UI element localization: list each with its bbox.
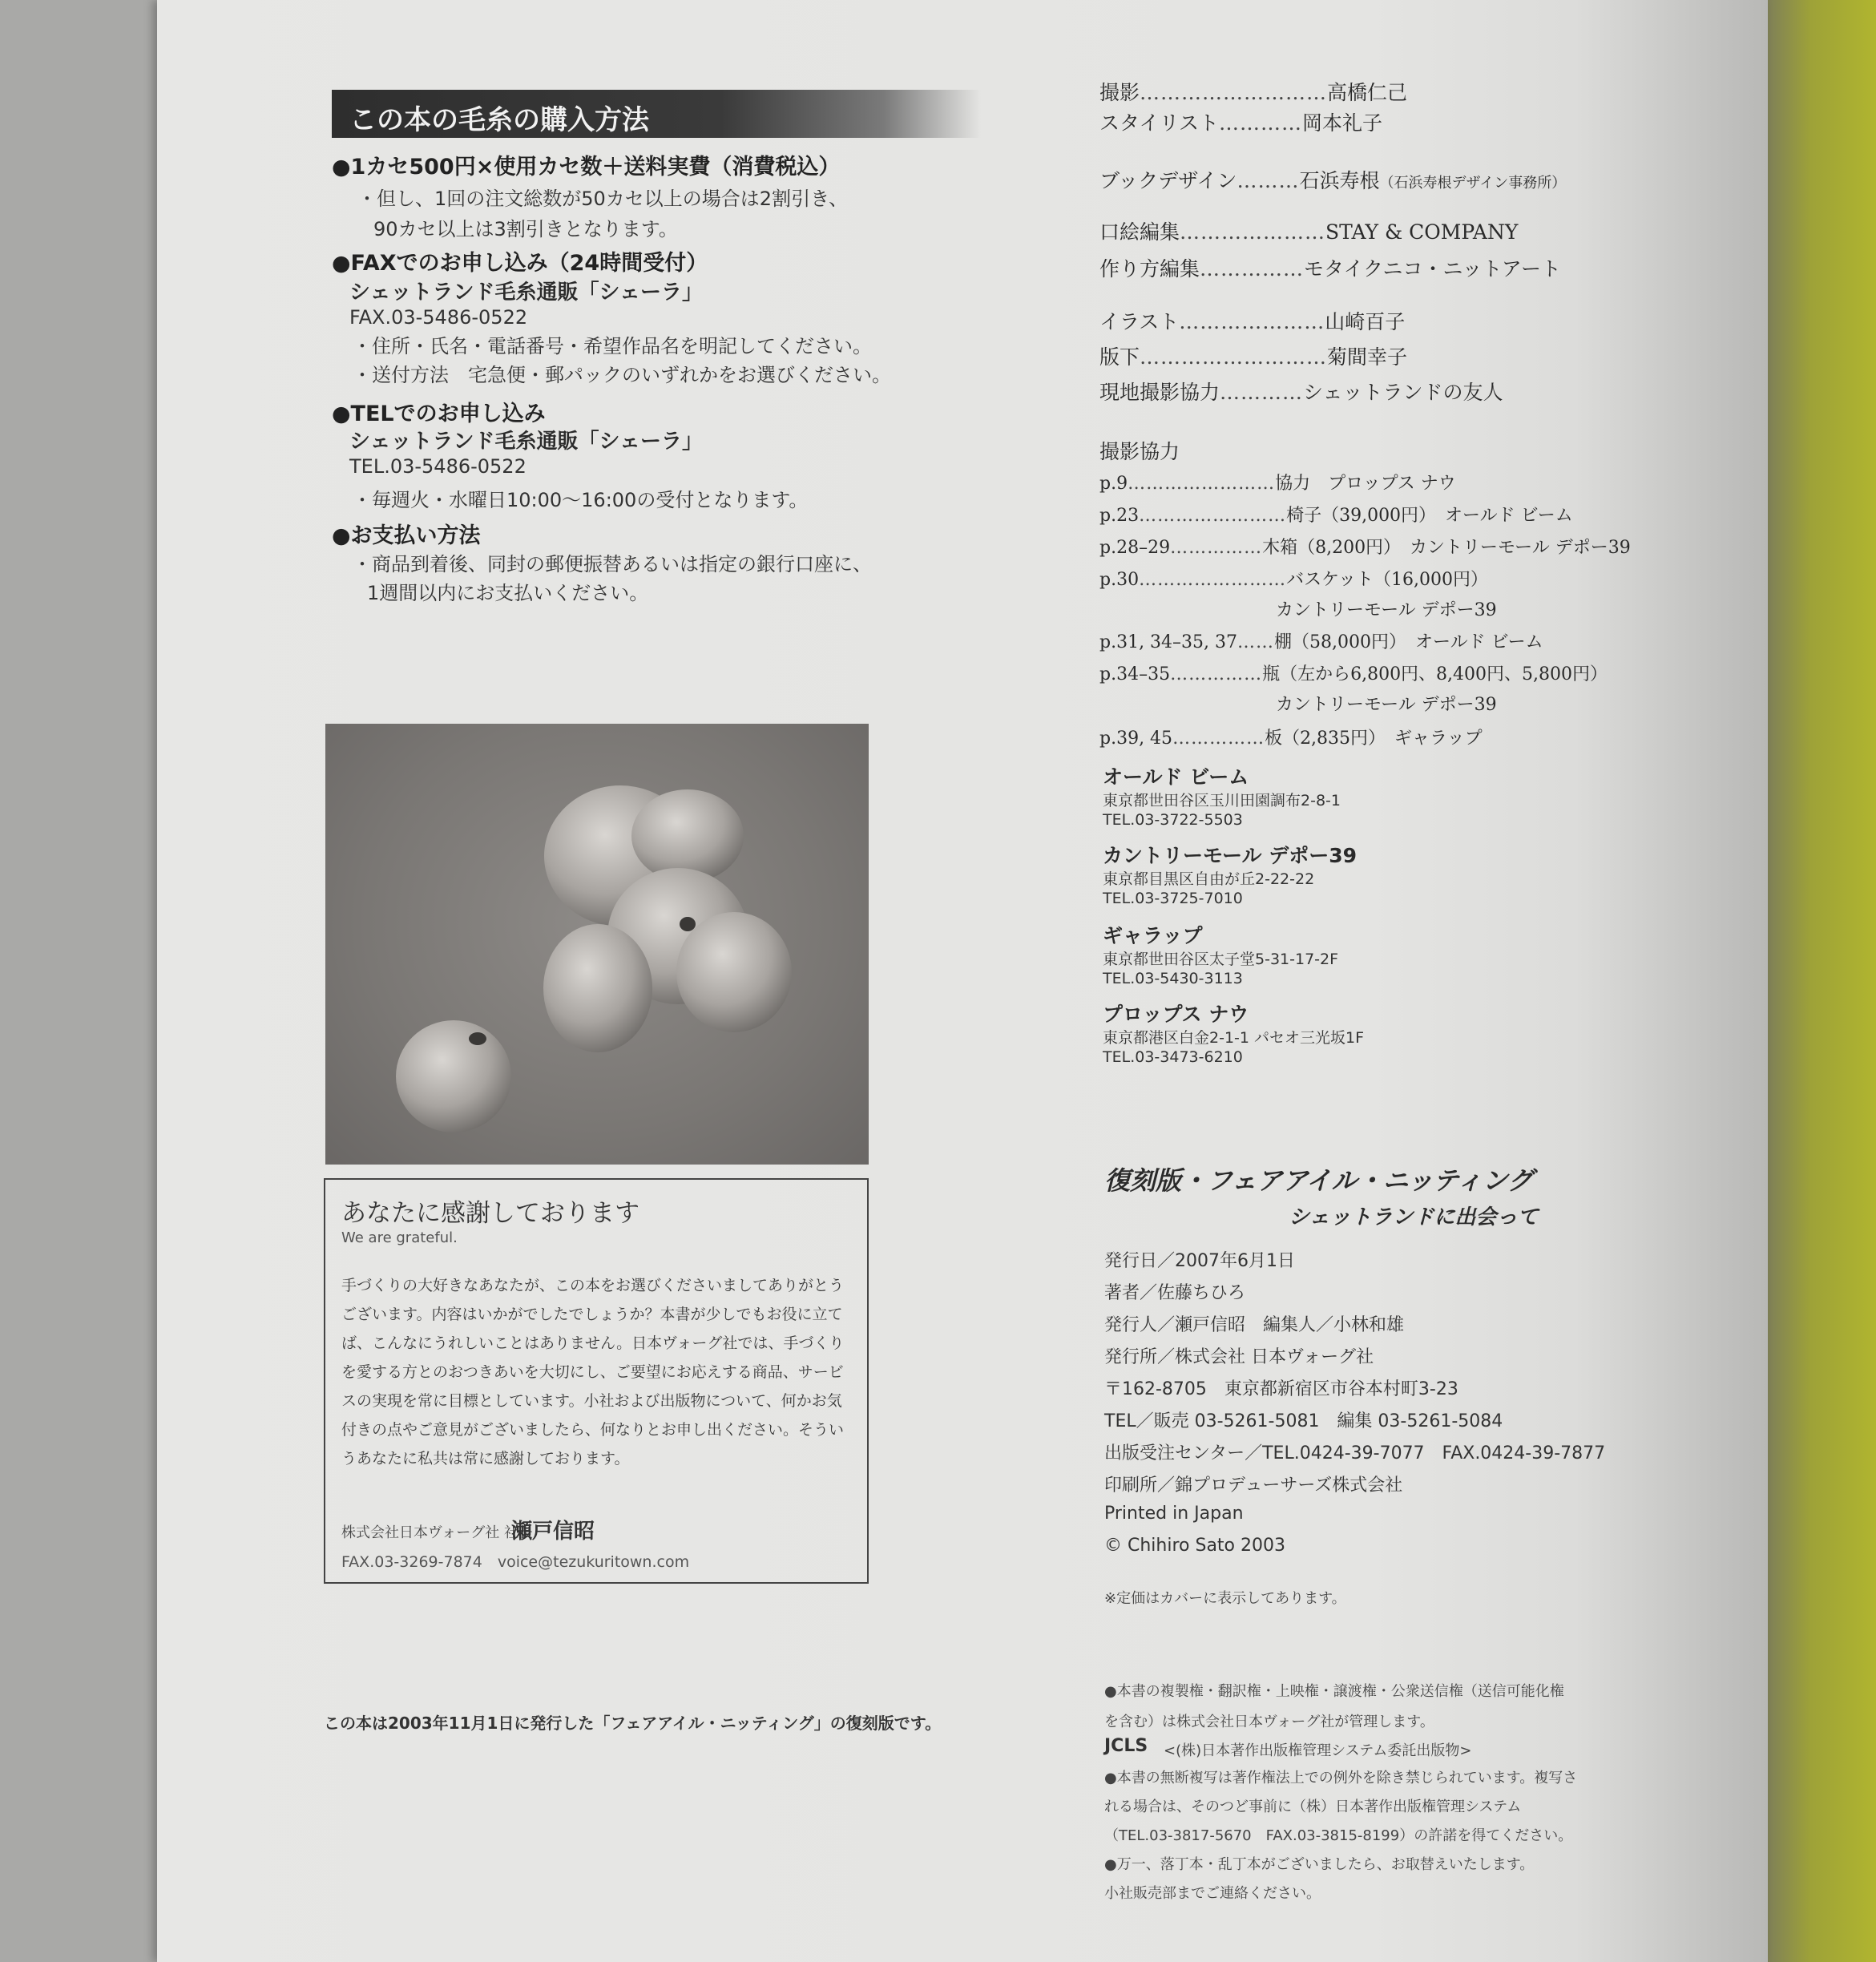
legal-line: ●本書の無断複写は著作権法上での例外を除き禁じられています。複写さ: [1104, 1770, 1578, 1786]
credit-dots: ……………………: [1128, 474, 1276, 494]
background-surface: [1768, 0, 1876, 1962]
credit-role: 現地撮影協力: [1099, 381, 1220, 404]
photo-credit-page: p.39, 45: [1099, 729, 1173, 749]
photo-credit-item: 木箱（8,200円） カントリーモール デポー39: [1262, 538, 1631, 558]
photo-credit-row: [1099, 660, 1608, 685]
credit-dots: …………: [1220, 381, 1304, 404]
photo-credit-item: バスケット（16,000円）: [1286, 570, 1488, 590]
photo-credit-row: [1099, 628, 1543, 653]
store-name: カントリーモール デポー39: [1103, 844, 1357, 867]
yarn-balls-photo: [325, 724, 869, 1165]
tel-shop-name: シェットランド毛糸通販「シェーラ」: [349, 430, 703, 454]
legal-line: ●万一、落丁本・乱丁本がございましたら、お取替えいたします。: [1104, 1856, 1535, 1873]
credit-name: 山崎百子: [1325, 310, 1406, 333]
store-address: 東京都世田谷区太子堂5-31-17-2F: [1103, 951, 1339, 968]
store-address: 東京都世田谷区玉川田園調布2-8-1: [1103, 792, 1341, 809]
store-tel: TEL.03-3473-6210: [1103, 1048, 1243, 1066]
store-address: 東京都目黒区自由が丘2-22-22: [1103, 870, 1315, 888]
legal-line: れる場合は、そのつど事前に（株）日本著作出版権管理システム: [1104, 1798, 1522, 1815]
credit-name: 石浜寿根: [1299, 169, 1380, 192]
photo-credit-page: p.30: [1099, 570, 1140, 590]
credit-name: シェットランドの友人: [1303, 381, 1503, 404]
store-name: プロップス ナウ: [1103, 1003, 1249, 1026]
store-tel: TEL.03-3725-7010: [1103, 890, 1243, 907]
photo-credit-heading: 撮影協力: [1099, 440, 1180, 463]
colophon-line: TEL／販売 03-5261-5081 編集 03-5261-5084: [1104, 1411, 1503, 1431]
colophon-line: 印刷所／錦プロデューサーズ株式会社: [1104, 1476, 1403, 1496]
thanks-signature-name: 瀬戸信昭: [511, 1520, 595, 1544]
thanks-message-box: [324, 1178, 869, 1584]
credit-dots: ……………: [1172, 729, 1265, 749]
credit-instructions-editing: [1099, 253, 1561, 282]
tel-number: TEL.03-5486-0522: [349, 455, 526, 478]
legal-line: を含む）は株式会社日本ヴォーグ社が管理します。: [1104, 1714, 1434, 1730]
credit-role: 撮影: [1099, 81, 1140, 104]
store-name: オールド ビーム: [1103, 765, 1249, 789]
credit-dots: ……: [1237, 632, 1275, 652]
credit-role: スタイリスト: [1099, 111, 1220, 135]
thanks-body: 手づくりの大好きなあなたが、この本をお選びくださいましてありがとうございます。内容はいかがでしたでしょうか？本書が少しでもお役に立てば、こんなにうれしいことはありません。日本ヴォーグ社では、手づくりを愛する方とのおつきあいを大切にし、ご要望にお応えする商品、サービスの実現を常に目標としています。小社および出版物について、何かお気付きの点やご意見がございましたら、何なりとお申し出ください。そういうあなたに私共は常に感謝しております。: [341, 1277, 845, 1467]
credit-location-cooperation: [1099, 377, 1503, 406]
credit-name: モタイクニコ・ニットアート: [1304, 257, 1562, 281]
legal-line: ●本書の複製権・翻訳権・上映権・譲渡権・公衆送信権（送信可能化権: [1104, 1683, 1564, 1700]
credit-dots: ……………: [1200, 257, 1305, 281]
credit-name: 高橋仁己: [1327, 81, 1408, 104]
credit-photography: [1099, 77, 1407, 106]
book-title: 復刻版・フェアアイル・ニッティング: [1104, 1165, 1534, 1196]
colophon-line: © Chihiro Sato 2003: [1104, 1536, 1285, 1556]
photo-credit-page: p.23: [1099, 506, 1140, 526]
payment-note-2: 1週間以内にお支払いください。: [367, 582, 649, 604]
fax-number: FAX.03-5486-0522: [349, 306, 528, 329]
purchase-section-header: [332, 90, 981, 138]
credit-stylist: [1099, 107, 1382, 136]
credit-dots: …………………: [1179, 310, 1325, 333]
credit-role: イラスト: [1099, 310, 1180, 333]
store-tel: TEL.03-5430-3113: [1103, 970, 1243, 987]
colophon-line: 発行所／株式会社 日本ヴォーグ社: [1104, 1347, 1374, 1367]
thanks-contact: FAX.03-3269-7874 voice@tezukuritown.com: [341, 1553, 690, 1571]
photo-credit-page: p.31, 34–35, 37: [1099, 632, 1238, 652]
credit-name: STAY & COMPANY: [1325, 220, 1519, 244]
payment-note-1: ・商品到着後、同封の郵便振替あるいは指定の銀行口座に、: [353, 553, 872, 575]
photo-credit-page: p.9: [1099, 474, 1128, 494]
thanks-subtitle: We are grateful.: [341, 1229, 458, 1246]
credit-role: ブックデザイン: [1099, 169, 1237, 192]
photo-credit-item: 協力 プロップス ナウ: [1275, 474, 1456, 494]
photo-credit-row: [1099, 534, 1631, 559]
price-note-2: 90カセ以上は3割引きとなります。: [373, 218, 678, 240]
jcls-logo: JCLS: [1104, 1736, 1148, 1756]
credit-role: 版下: [1099, 345, 1140, 369]
fax-note-1: ・住所・氏名・電話番号・希望作品名を明記してください。: [353, 335, 872, 357]
purchase-header-title: この本の毛糸の購入方法: [349, 104, 649, 136]
credit-frontispiece-editing: [1099, 216, 1518, 245]
credit-role: 作り方編集: [1099, 257, 1200, 281]
photo-credit-item: 板（2,835円） ギャラップ: [1265, 729, 1483, 749]
photo-credit-item: カントリーモール デポー39: [1276, 600, 1497, 620]
credit-dots: ………………………: [1140, 81, 1328, 104]
fax-shop-name: シェットランド毛糸通販「シェーラ」: [349, 281, 703, 305]
photo-credit-item: 棚（58,000円） オールド ビーム: [1274, 632, 1543, 652]
photo-credit-item: 椅子（39,000円） オールド ビーム: [1286, 506, 1573, 526]
photo-credit-page: p.34–35: [1099, 664, 1171, 684]
price-display-note: ※定価はカバーに表示してあります。: [1104, 1590, 1346, 1607]
fax-heading: ●FAXでのお申し込み（24時間受付）: [332, 251, 708, 276]
thanks-signature-label: 株式会社日本ヴォーグ社 社長: [341, 1524, 534, 1541]
reprint-note: この本は2003年11月1日に発行した「フェアアイル・ニッティング」の復刻版です。: [324, 1714, 942, 1733]
colophon-line: 発行人／瀬戸信昭 編集人／小林和雄: [1104, 1315, 1405, 1335]
photo-credit-row: [1099, 470, 1456, 495]
credit-dots: ……………………: [1139, 570, 1287, 590]
credit-role: 口絵編集: [1099, 220, 1180, 244]
credit-name: 岡本礼子: [1302, 111, 1383, 135]
book-page: [157, 0, 1768, 1962]
photo-credit-page: p.28–29: [1099, 538, 1171, 558]
colophon-line: 〒162-8705 東京都新宿区市谷本村町3-23: [1104, 1379, 1458, 1399]
price-heading: ●1カセ500円×使用カセ数＋送料実費（消費税込）: [332, 155, 841, 180]
credit-block-copy: [1099, 341, 1407, 370]
colophon-line: 著者／佐藤ちひろ: [1104, 1283, 1246, 1303]
credit-dots: ……………: [1170, 538, 1263, 558]
credit-dots: ……………: [1170, 664, 1263, 684]
credit-book-design: [1099, 165, 1566, 194]
colophon-line: 出版受注センター／TEL.0424-39-7077 FAX.0424-39-7877: [1104, 1443, 1606, 1463]
store-tel: TEL.03-3722-5503: [1103, 811, 1243, 829]
legal-line: （TEL.03-3817-5670 FAX.03-3815-8199）の許諾を得てください。: [1104, 1827, 1573, 1844]
payment-heading: ●お支払い方法: [332, 523, 481, 548]
photo-credit-item: カントリーモール デポー39: [1276, 695, 1497, 715]
fax-note-2: ・送付方法 宅急便・郵パックのいずれかをお選びください。: [353, 364, 891, 386]
credit-dots: ……………………: [1139, 506, 1287, 526]
credit-dots: …………………: [1180, 220, 1326, 244]
credit-illustration: [1099, 306, 1405, 335]
tel-heading: ●TELでのお申し込み: [332, 402, 546, 426]
colophon-line: 発行日／2007年6月1日: [1104, 1251, 1295, 1271]
photo-credit-row: [1099, 566, 1488, 591]
photo-credit-row: [1276, 691, 1497, 716]
tel-note: ・毎週火・水曜日10:00～16:00の受付となります。: [353, 489, 809, 511]
store-name: ギャラップ: [1103, 924, 1203, 947]
price-note-1: ・但し、1回の注文総数が50カセ以上の場合は2割引き、: [357, 188, 849, 210]
thanks-title: あなたに感謝しております: [341, 1199, 639, 1228]
store-address: 東京都港区白金2-1-1 パセオ三光坂1F: [1103, 1029, 1365, 1047]
credit-name: 菊間幸子: [1327, 345, 1408, 369]
credit-dots: ………………………: [1140, 345, 1328, 369]
photo-credit-item: 瓶（左から6,800円、8,400円、5,800円）: [1262, 664, 1608, 684]
book-subtitle: シェットランドに出会って: [1289, 1205, 1539, 1229]
credit-dots: …………: [1219, 111, 1303, 135]
photo-credit-row: [1276, 596, 1497, 621]
photo-credit-row: [1099, 502, 1573, 527]
legal-line: <(株)日本著作出版権管理システム委託出版物>: [1164, 1742, 1472, 1759]
photo-credit-row: [1099, 725, 1483, 749]
legal-line: 小社販売部までご連絡ください。: [1104, 1885, 1321, 1902]
colophon-line: Printed in Japan: [1104, 1504, 1244, 1524]
credit-dots: ………: [1237, 169, 1300, 192]
credit-extra: （石浜寿根デザイン事務所）: [1379, 175, 1567, 192]
